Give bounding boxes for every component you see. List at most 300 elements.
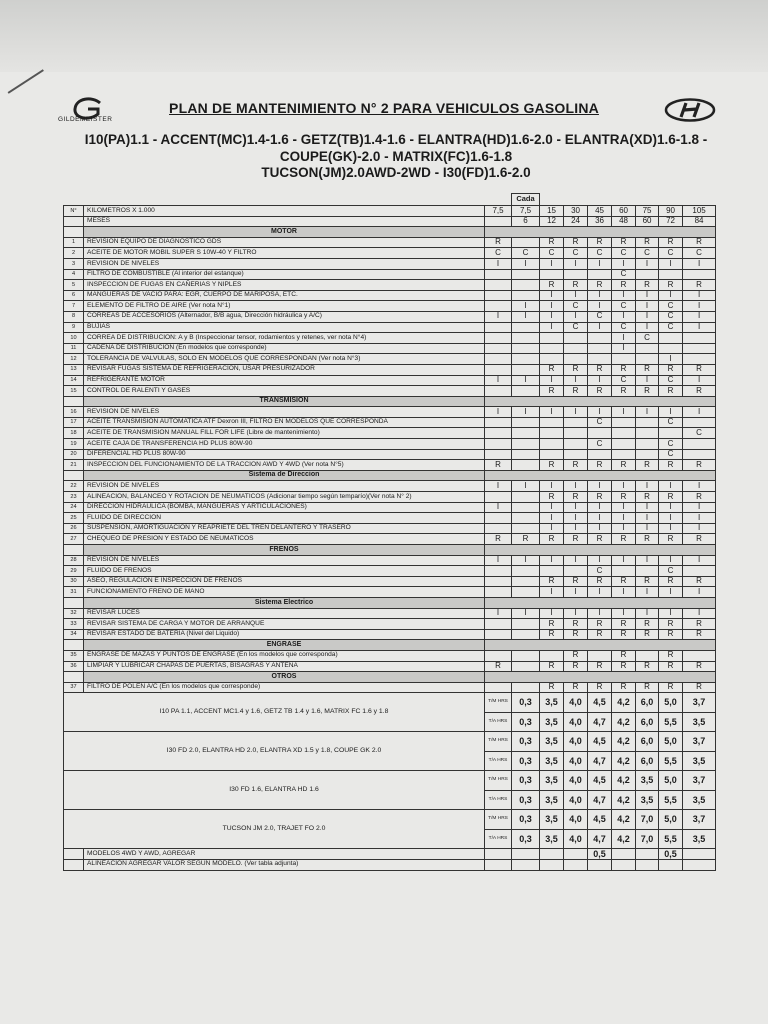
interval-cell — [564, 439, 588, 450]
row-number: 32 — [64, 608, 84, 619]
blank-cell — [64, 849, 84, 860]
interval-cell: I — [588, 290, 612, 301]
interval-cell — [512, 280, 540, 291]
time-value: 4,5 — [588, 693, 612, 713]
interval-cell: C — [659, 439, 683, 450]
interval-cell: R — [564, 534, 588, 545]
blank-cell — [64, 545, 84, 556]
interval-cell — [512, 449, 540, 460]
interval-cell: I — [683, 587, 716, 598]
footer-note: MODELOS 4WD Y AWD, AGREGAR — [84, 849, 485, 860]
interval-cell: R — [588, 661, 612, 672]
interval-cell — [636, 566, 659, 577]
interval-cell: R — [485, 237, 512, 248]
row-description: CORREA DE DISTRIBUCION: A y B (Inspeccionar tensor, rodamientos y retenes, ver nota N°4) — [84, 333, 485, 344]
row-number: 27 — [64, 534, 84, 545]
table-row — [64, 534, 716, 545]
row-description: FILTRO DE POLEN A/C (En los modelos que corresponde) — [84, 682, 485, 693]
time-value: 3,5 — [683, 712, 716, 732]
interval-cell: C — [659, 449, 683, 460]
interval-cell — [588, 343, 612, 354]
interval-cell: I — [636, 555, 659, 566]
table-row — [64, 269, 716, 280]
footer-value — [636, 849, 659, 860]
interval-cell — [485, 364, 512, 375]
footer-value — [636, 859, 659, 870]
interval-cell — [485, 682, 512, 693]
km-label: KILOMETROS X 1.000 — [84, 206, 485, 217]
time-value: 4,2 — [612, 771, 636, 791]
time-value: 3,5 — [540, 829, 564, 849]
row-number: 35 — [64, 650, 84, 661]
interval-cell: I — [588, 258, 612, 269]
row-description: REVISAR LUCES — [84, 608, 485, 619]
interval-cell — [588, 269, 612, 280]
footer-value — [540, 849, 564, 860]
footer-value — [512, 849, 540, 860]
interval-cell: R — [636, 629, 659, 640]
row-number: 16 — [64, 407, 84, 418]
interval-cell — [512, 354, 540, 365]
interval-cell — [612, 417, 636, 428]
interval-cell — [512, 502, 540, 513]
interval-cell: R — [540, 619, 564, 630]
row-number: 21 — [64, 460, 84, 471]
blank-cell — [540, 194, 716, 206]
footer-value — [485, 859, 512, 870]
interval-cell: I — [636, 258, 659, 269]
time-value: 0,3 — [512, 732, 540, 752]
row-number: 29 — [64, 566, 84, 577]
interval-cell: I — [659, 555, 683, 566]
interval-cell: R — [588, 280, 612, 291]
time-value: 3,7 — [683, 693, 716, 713]
time-value: 4,7 — [588, 751, 612, 771]
interval-cell: I — [683, 258, 716, 269]
time-value: 4,2 — [612, 810, 636, 830]
row-number: 23 — [64, 492, 84, 503]
page-title: PLAN DE MANTENIMIENTO N° 2 PARA VEHICULOS GASOLINA — [169, 100, 599, 116]
interval-cell: C — [612, 301, 636, 312]
interval-cell: I — [683, 555, 716, 566]
section-title: TRANSMISION — [84, 396, 485, 407]
interval-cell: R — [659, 619, 683, 630]
interval-cell: I — [564, 258, 588, 269]
interval-cell — [588, 428, 612, 439]
interval-cell: R — [588, 534, 612, 545]
interval-cell — [512, 439, 540, 450]
interval-cell: I — [683, 322, 716, 333]
interval-cell — [485, 587, 512, 598]
interval-cell — [512, 576, 540, 587]
interval-cell: I — [612, 513, 636, 524]
interval-cell: R — [588, 386, 612, 397]
interval-cell: I — [588, 407, 612, 418]
section-title: Sistema de Direccion — [84, 470, 485, 481]
row-description: REVISION DE NIVELES — [84, 481, 485, 492]
blank-cell — [64, 859, 84, 870]
table-row — [64, 576, 716, 587]
interval-cell — [512, 343, 540, 354]
interval-cell: I — [683, 375, 716, 386]
table-row — [64, 608, 716, 619]
row-description: REVISION DE NIVELES — [84, 555, 485, 566]
interval-cell: R — [612, 237, 636, 248]
interval-cell: I — [512, 311, 540, 322]
interval-cell: R — [612, 386, 636, 397]
row-description: REFRIGERANTE MOTOR — [84, 375, 485, 386]
interval-cell: C — [588, 439, 612, 450]
interval-cell — [485, 322, 512, 333]
row-description: SUSPENSION, AMORTIGUACION Y REAPRIETE DEL TREN DELANTERO Y TRASERO — [84, 523, 485, 534]
interval-cell: R — [540, 534, 564, 545]
interval-cell: R — [683, 460, 716, 471]
interval-cell: I — [588, 481, 612, 492]
row-number: 12 — [64, 354, 84, 365]
month-cell: 48 — [612, 216, 636, 227]
interval-cell: I — [564, 608, 588, 619]
maintenance-table — [63, 193, 716, 871]
interval-cell: I — [683, 513, 716, 524]
table-row — [64, 523, 716, 534]
interval-cell — [540, 650, 564, 661]
interval-cell — [683, 439, 716, 450]
row-number: 14 — [64, 375, 84, 386]
time-value: 0,3 — [512, 829, 540, 849]
month-cell: 24 — [564, 216, 588, 227]
interval-cell — [485, 417, 512, 428]
interval-cell — [512, 629, 540, 640]
interval-cell: C — [612, 375, 636, 386]
interval-cell — [636, 343, 659, 354]
interval-cell — [485, 650, 512, 661]
row-number: 20 — [64, 449, 84, 460]
interval-cell — [564, 566, 588, 577]
interval-cell — [564, 343, 588, 354]
interval-cell — [512, 460, 540, 471]
interval-cell: R — [636, 661, 659, 672]
interval-cell: I — [659, 587, 683, 598]
interval-cell: R — [683, 492, 716, 503]
time-value: 5,0 — [659, 771, 683, 791]
interval-cell — [636, 449, 659, 460]
interval-cell: C — [683, 428, 716, 439]
time-value: 5,5 — [659, 712, 683, 732]
interval-cell — [512, 513, 540, 524]
interval-cell — [540, 439, 564, 450]
interval-cell: I — [564, 407, 588, 418]
interval-cell — [564, 354, 588, 365]
interval-cell: C — [659, 375, 683, 386]
row-number: 24 — [64, 502, 84, 513]
interval-cell — [512, 650, 540, 661]
interval-cell: I — [612, 343, 636, 354]
time-value: 3,5 — [540, 732, 564, 752]
row-description: FLUIDO DE DIRECCION — [84, 513, 485, 524]
interval-cell: C — [588, 311, 612, 322]
section-row — [64, 396, 716, 407]
section-row — [64, 227, 716, 238]
interval-cell: I — [683, 290, 716, 301]
interval-cell: C — [659, 301, 683, 312]
interval-cell: I — [683, 481, 716, 492]
row-description: BUJIAS — [84, 322, 485, 333]
time-value: 3,5 — [540, 790, 564, 810]
interval-cell — [485, 523, 512, 534]
table-row — [64, 417, 716, 428]
interval-cell: C — [588, 566, 612, 577]
row-number: 30 — [64, 576, 84, 587]
time-value: 4,0 — [564, 712, 588, 732]
time-type-label: T/M HRS — [485, 693, 512, 713]
row-number: 1 — [64, 237, 84, 248]
interval-cell: C — [659, 566, 683, 577]
table-row — [64, 502, 716, 513]
table-row — [64, 248, 716, 259]
interval-cell: R — [485, 460, 512, 471]
interval-cell: R — [683, 280, 716, 291]
interval-cell: R — [485, 661, 512, 672]
interval-cell: I — [540, 513, 564, 524]
interval-cell: R — [612, 619, 636, 630]
section-row — [64, 545, 716, 556]
table-row — [64, 364, 716, 375]
interval-cell: R — [540, 460, 564, 471]
km-cell: 105 — [683, 206, 716, 217]
model-group: I10 PA 1.1, ACCENT MC1.4 y 1.6, GETZ TB 1.4 y 1.6, MATRIX FC 1.6 y 1.8 — [64, 693, 485, 732]
footer-row — [64, 859, 716, 870]
row-description: ASEO, REGULACION E INSPECCION DE FRENOS — [84, 576, 485, 587]
interval-cell: I — [564, 311, 588, 322]
interval-cell: I — [588, 375, 612, 386]
table-row — [64, 407, 716, 418]
time-value: 3,5 — [636, 790, 659, 810]
interval-cell: R — [588, 576, 612, 587]
interval-cell — [612, 439, 636, 450]
interval-cell — [485, 629, 512, 640]
interval-cell: I — [564, 290, 588, 301]
month-cell: 6 — [512, 216, 540, 227]
interval-cell: I — [540, 301, 564, 312]
interval-cell — [485, 301, 512, 312]
row-description: FUNCIONAMIENTO FRENO DE MANO — [84, 587, 485, 598]
interval-cell — [612, 428, 636, 439]
interval-cell: I — [485, 608, 512, 619]
interval-cell: R — [636, 386, 659, 397]
interval-cell — [540, 354, 564, 365]
interval-cell: I — [564, 502, 588, 513]
interval-cell: R — [683, 661, 716, 672]
km-cell: 60 — [612, 206, 636, 217]
blank-cell — [64, 216, 84, 227]
interval-cell: R — [636, 682, 659, 693]
interval-cell — [683, 354, 716, 365]
row-description: CHEQUEO DE PRESION Y ESTADO DE NEUMATICOS — [84, 534, 485, 545]
table-row — [64, 460, 716, 471]
interval-cell: R — [659, 460, 683, 471]
row-description: REVISAR ESTADO DE BATERIA (Nivel del Liquido) — [84, 629, 485, 640]
interval-cell: C — [588, 248, 612, 259]
row-description: ELEMENTO DE FILTRO DE AIRE (Ver nota N°1) — [84, 301, 485, 312]
footer-value — [485, 849, 512, 860]
interval-cell: I — [659, 502, 683, 513]
interval-cell: C — [564, 248, 588, 259]
interval-cell — [636, 439, 659, 450]
interval-cell — [564, 417, 588, 428]
interval-cell: R — [659, 492, 683, 503]
row-number: 13 — [64, 364, 84, 375]
row-number: 4 — [64, 269, 84, 280]
interval-cell: R — [612, 460, 636, 471]
interval-cell: I — [588, 502, 612, 513]
interval-cell: R — [564, 576, 588, 587]
row-number: 22 — [64, 481, 84, 492]
interval-cell: I — [659, 258, 683, 269]
interval-cell — [564, 428, 588, 439]
footer-value — [659, 859, 683, 870]
table-row — [64, 449, 716, 460]
row-number: 19 — [64, 439, 84, 450]
interval-cell: I — [636, 290, 659, 301]
section-title: Sistema Electrico — [84, 597, 485, 608]
row-number: 3 — [64, 258, 84, 269]
time-value: 0,3 — [512, 751, 540, 771]
interval-cell: I — [540, 407, 564, 418]
interval-cell: R — [540, 576, 564, 587]
time-value: 0,3 — [512, 693, 540, 713]
interval-cell: I — [540, 290, 564, 301]
interval-cell: R — [540, 237, 564, 248]
section-fill — [485, 396, 716, 407]
interval-cell: I — [636, 311, 659, 322]
interval-cell: R — [540, 364, 564, 375]
row-description: TOLERANCIA DE VALVULAS, SOLO EN MODELOS QUE CORRESPONDAN (Ver nota N°3) — [84, 354, 485, 365]
table-row — [64, 258, 716, 269]
interval-cell — [485, 269, 512, 280]
time-value: 0,3 — [512, 810, 540, 830]
interval-cell: I — [540, 481, 564, 492]
interval-cell: I — [512, 481, 540, 492]
interval-cell: I — [636, 375, 659, 386]
footer-note: ALINEACION AGREGAR VALOR SEGUN MODELO. (Ver tabla adjunta) — [84, 859, 485, 870]
interval-cell: R — [540, 629, 564, 640]
cada-row — [64, 194, 716, 206]
table-row — [64, 555, 716, 566]
table-row — [64, 439, 716, 450]
time-value: 3,5 — [683, 790, 716, 810]
row-number: 26 — [64, 523, 84, 534]
interval-cell — [636, 269, 659, 280]
interval-cell — [512, 322, 540, 333]
time-row — [64, 771, 716, 791]
interval-cell: I — [540, 311, 564, 322]
time-value: 4,2 — [612, 790, 636, 810]
section-title: MOTOR — [84, 227, 485, 238]
interval-cell — [512, 523, 540, 534]
interval-cell: R — [564, 386, 588, 397]
months-row — [64, 216, 716, 227]
interval-cell — [683, 417, 716, 428]
interval-cell: I — [612, 523, 636, 534]
time-type-label: T/A HRS — [485, 751, 512, 771]
interval-cell: I — [540, 587, 564, 598]
interval-cell: R — [612, 576, 636, 587]
row-description: ACEITE CAJA DE TRANSFERENCIA HD PLUS 80W-90 — [84, 439, 485, 450]
row-description: REVISAR FUGAS SISTEMA DE REFRIGERACION, USAR PRESURIZADOR — [84, 364, 485, 375]
blank-cell — [64, 640, 84, 651]
interval-cell: C — [612, 269, 636, 280]
section-fill — [485, 470, 716, 481]
interval-cell: R — [659, 650, 683, 661]
interval-cell — [485, 333, 512, 344]
interval-cell: R — [636, 619, 659, 630]
row-description: REVISION DE NIVELES — [84, 258, 485, 269]
time-value: 4,0 — [564, 771, 588, 791]
interval-cell: R — [683, 364, 716, 375]
interval-cell: I — [636, 407, 659, 418]
time-value: 0,3 — [512, 790, 540, 810]
interval-cell: R — [588, 237, 612, 248]
interval-cell — [485, 354, 512, 365]
time-value: 5,5 — [659, 790, 683, 810]
row-description: MANGUERAS DE VACIO PARA: EGR, CUERPO DE MARIPOSA, ETC. — [84, 290, 485, 301]
row-description: FLUIDO DE FRENOS — [84, 566, 485, 577]
interval-cell — [485, 428, 512, 439]
interval-cell — [512, 682, 540, 693]
interval-cell — [512, 492, 540, 503]
interval-cell: I — [683, 608, 716, 619]
row-description: CONTROL DE RALENTI Y GASES — [84, 386, 485, 397]
time-row — [64, 732, 716, 752]
blank-cell — [64, 597, 84, 608]
interval-cell — [659, 343, 683, 354]
footer-value — [564, 859, 588, 870]
row-number: 37 — [64, 682, 84, 693]
blank-cell — [64, 227, 84, 238]
interval-cell: I — [612, 311, 636, 322]
interval-cell: C — [683, 248, 716, 259]
row-number: 33 — [64, 619, 84, 630]
interval-cell — [485, 619, 512, 630]
interval-cell — [683, 269, 716, 280]
table-row — [64, 354, 716, 365]
interval-cell: I — [636, 502, 659, 513]
row-description: ENGRASE DE MAZAS Y PUNTOS DE ENGRASE (En los modelos que corresponda) — [84, 650, 485, 661]
interval-cell: R — [683, 619, 716, 630]
interval-cell: R — [659, 629, 683, 640]
interval-cell: R — [564, 492, 588, 503]
interval-cell: C — [636, 248, 659, 259]
time-value: 3,7 — [683, 771, 716, 791]
interval-cell: I — [485, 311, 512, 322]
table-row — [64, 301, 716, 312]
interval-cell: R — [612, 661, 636, 672]
interval-cell: I — [540, 608, 564, 619]
interval-cell: R — [564, 650, 588, 661]
models-heading — [60, 132, 732, 182]
table-row — [64, 386, 716, 397]
interval-cell: I — [588, 322, 612, 333]
interval-cell — [485, 290, 512, 301]
model-group: TUCSON JM 2.0, TRAJET FO 2.0 — [64, 810, 485, 849]
section-row — [64, 672, 716, 683]
time-value: 5,0 — [659, 810, 683, 830]
interval-cell — [540, 428, 564, 439]
row-number: 8 — [64, 311, 84, 322]
time-type-label: T/M HRS — [485, 771, 512, 791]
table-row — [64, 343, 716, 354]
interval-cell: I — [540, 523, 564, 534]
